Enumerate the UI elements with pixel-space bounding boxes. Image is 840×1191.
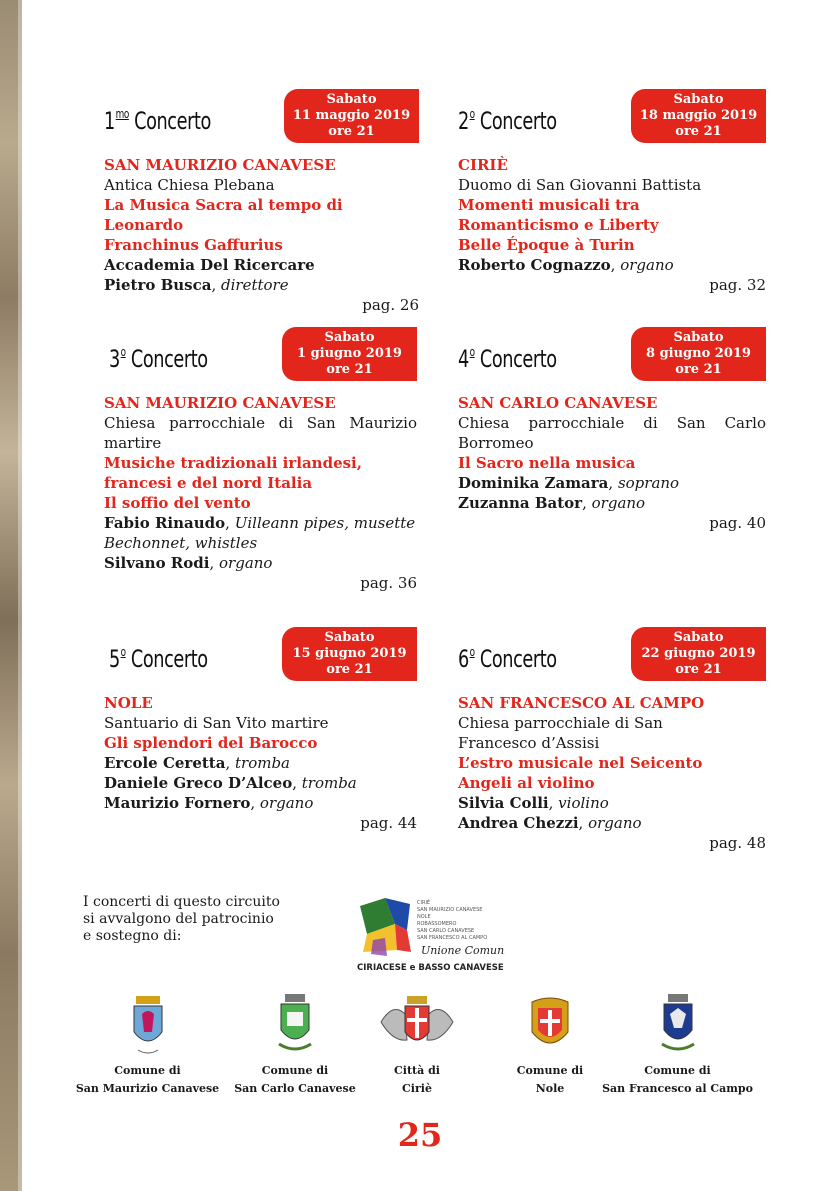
san-carlo-crest-icon — [273, 992, 317, 1056]
page-reference: pag. 32 — [709, 276, 766, 294]
performer: Pietro Busca — [104, 276, 212, 294]
performer: Silvano Rodi — [104, 554, 210, 572]
performer-role: organo — [591, 494, 646, 512]
date-badge: Sabato 15 giugno 2019 ore 21 — [282, 627, 417, 681]
performer: Fabio Rinaudo — [104, 514, 226, 532]
concert-6: 6$^o$ Concerto Sabato 22 giugno 2019 ore 21 SAN FRANCESCO AL CAMPO Chiesa parrocchiale di San Francesco d’Assisi L’estro musicale nel Seicento Angeli al violino Silvia Colli, violino Andrea Chezzi, organo pag. 48 — [458, 627, 766, 853]
page-reference: pag. 48 — [709, 834, 766, 852]
date-badge: Sabato 1 giugno 2019 ore 21 — [282, 327, 417, 381]
concert-location: SAN FRANCESCO AL CAMPO — [458, 694, 705, 712]
unione-comuni-logo — [355, 894, 505, 978]
concert-title: Angeli al violino — [458, 774, 595, 792]
performer: Ercole Ceretta — [104, 754, 226, 772]
performer-role: soprano — [617, 474, 680, 492]
page-number: 25 — [397, 1116, 443, 1154]
performer-role: organo — [620, 256, 674, 274]
performer: Maurizio Fornero — [104, 794, 251, 812]
svg-text:SAN CARLO CANAVESE: SAN CARLO CANAVESE — [417, 928, 475, 934]
svg-text:ROBASSOMERO: ROBASSOMERO — [417, 921, 457, 927]
concert-4: 4$^o$ Concerto Sabato 8 giugno 2019 ore 21 SAN CARLO CANAVESE Chiesa parrocchiale di San Carlo Borromeo Il Sacro nella musica Dominika Zamara, soprano Zuzanna Bator, organo pag. 40 — [458, 327, 766, 533]
date-badge: Sabato 11 maggio 2019 ore 21 — [284, 89, 419, 143]
page-edge-decoration — [0, 0, 22, 1191]
concert-venue: Antica Chiesa Plebana — [104, 176, 275, 194]
performer-role: organo — [219, 554, 273, 572]
concert-title: Musiche tradizionali irlandesi, — [104, 454, 362, 472]
performer: Dominika Zamara — [458, 474, 609, 492]
nole-crest-icon — [528, 992, 572, 1056]
concert-title: Il soffio del vento — [104, 494, 251, 512]
concert-number: 3$^o$ Concerto — [109, 345, 208, 373]
page-reference: pag. 26 — [362, 296, 419, 314]
svg-text:SAN MAURIZIO CANAVESE: SAN MAURIZIO CANAVESE — [417, 907, 483, 913]
concert-2: 2$^o$ Concerto Sabato 18 maggio 2019 ore 21 CIRIÈ Duomo di San Giovanni Battista Momenti musicali tra Romanticismo e Liberty Belle Époque à Turin Roberto Cognazzo, organo pag. 32 — [458, 89, 766, 295]
concert-venue: Chiesa parrocchiale di San Carlo Borromeo — [458, 414, 766, 452]
date-badge: Sabato 18 maggio 2019 ore 21 — [631, 89, 766, 143]
concert-1: $1^{mo}$ Concerto Sabato 11 maggio 2019 ore 21 SAN MAURIZIO CANAVESE Antica Chiesa Plebana La Musica Sacra al tempo di Leonardo Franchinus Gaffurius Accademia Del Ricercare Pietro Busca, direttore pag. 26 — [104, 89, 419, 315]
svg-text:Unione Comuni: Unione Comuni — [421, 944, 505, 957]
performer: Daniele Greco D’Alceo — [104, 774, 293, 792]
concert-title: Romanticismo e Liberty — [458, 216, 659, 234]
municipality-logos — [60, 992, 780, 1102]
concert-number: $1^{mo}$ Concerto — [104, 107, 211, 135]
page-reference: pag. 36 — [360, 574, 417, 592]
comune-cirie: Città di Ciriè — [372, 992, 462, 1098]
performer-role: direttore — [221, 276, 289, 294]
performer-role: organo — [259, 794, 314, 812]
comune-nole: Comune di Nole — [505, 992, 595, 1098]
date-badge: Sabato 22 giugno 2019 ore 21 — [631, 627, 766, 681]
performer-role: violino — [558, 794, 609, 812]
concert-title: Il Sacro nella musica — [458, 454, 636, 472]
concert-title: La Musica Sacra al tempo di Leonardo — [104, 196, 343, 234]
cirie-crest-icon — [377, 992, 457, 1056]
support-text: I concerti di questo circuito si avvalgono del patrocinio e sostegno di: — [83, 894, 280, 944]
concert-location: CIRIÈ — [458, 156, 508, 174]
concert-venue: Chiesa parrocchiale di San Francesco d’Assisi — [458, 714, 663, 752]
concert-number: 4$^o$ Concerto — [458, 345, 557, 373]
page-reference: pag. 40 — [709, 514, 766, 532]
concert-location: SAN MAURIZIO CANAVESE — [104, 394, 336, 412]
concert-venue: Chiesa parrocchiale di San Maurizio martire — [104, 414, 417, 452]
concert-title: Belle Époque à Turin — [458, 236, 635, 254]
concert-3: 3$^o$ Concerto Sabato 1 giugno 2019 ore 21 SAN MAURIZIO CANAVESE Chiesa parrocchiale di San Maurizio martire Musiche tradizionali irlandesi, francesi e del nord Italia Il soffio del vento Fabio Rinaudo, Uilleann pipes, musette Bechonnet, whistles Silvano Rodi, organo pag. 36 — [104, 327, 417, 593]
concert-5: 5$^o$ Concerto Sabato 15 giugno 2019 ore 21 NOLE Santuario di San Vito martire Gli splendori del Barocco Ercole Ceretta, tromba Daniele Greco D’Alceo, tromba Maurizio Fornero, organo pag. 44 — [104, 627, 417, 833]
performer-role: organo — [588, 814, 642, 832]
date-badge: Sabato 8 giugno 2019 ore 21 — [631, 327, 766, 381]
concert-number: 2$^o$ Concerto — [458, 107, 557, 135]
comune-san-maurizio: Comune di San Maurizio Canavese — [60, 992, 235, 1098]
concert-title: francesi e del nord Italia — [104, 474, 313, 492]
performer: Accademia Del Ricercare — [104, 256, 315, 274]
unione-comuni-logo-icon — [355, 894, 505, 978]
svg-text:SAN FRANCESCO AL CAMPO: SAN FRANCESCO AL CAMPO — [417, 935, 488, 941]
concert-number: 6$^o$ Concerto — [458, 645, 557, 673]
comune-san-francesco: Comune di San Francesco al Campo — [595, 992, 760, 1098]
concert-location: NOLE — [104, 694, 153, 712]
concert-title: Franchinus Gaffurius — [104, 236, 283, 254]
performer-role: tromba — [235, 754, 290, 772]
svg-text:CIRIACESE e BASSO CANAVESE: CIRIACESE e BASSO CANAVESE — [357, 963, 504, 973]
concert-location: SAN MAURIZIO CANAVESE — [104, 156, 336, 174]
performer: Roberto Cognazzo — [458, 256, 611, 274]
performer: Silvia Colli — [458, 794, 549, 812]
concert-location: SAN CARLO CANAVESE — [458, 394, 658, 412]
page-reference: pag. 44 — [360, 814, 417, 832]
concert-title: L’estro musicale nel Seicento — [458, 754, 703, 772]
svg-text:NOLE: NOLE — [417, 914, 431, 920]
concert-number: 5$^o$ Concerto — [109, 645, 208, 673]
concert-title: Gli splendori del Barocco — [104, 734, 318, 752]
performer-role: tromba — [301, 774, 357, 792]
comune-san-carlo: Comune di San Carlo Canavese — [230, 992, 360, 1098]
concert-title: Momenti musicali tra — [458, 196, 640, 214]
san-francesco-crest-icon — [656, 992, 700, 1056]
concert-venue: Duomo di San Giovanni Battista — [458, 176, 702, 194]
performer: Zuzanna Bator — [458, 494, 583, 512]
san-maurizio-crest-icon — [128, 992, 168, 1056]
performer-role: Uilleann pipes, musette Bechonnet, whistles — [104, 514, 416, 552]
concert-venue: Santuario di San Vito martire — [104, 714, 329, 732]
performer: Andrea Chezzi — [458, 814, 579, 832]
svg-text:CIRIÈ: CIRIÈ — [417, 900, 431, 906]
